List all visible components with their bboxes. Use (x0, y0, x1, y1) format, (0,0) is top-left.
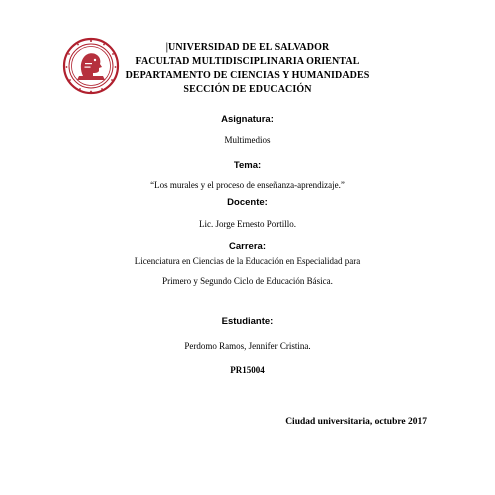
section-name: SECCIÓN DE EDUCACIÓN (183, 84, 312, 95)
student-id: PR15004 (230, 365, 265, 375)
student-name: Perdomo Ramos, Jennifer Cristina. (184, 341, 311, 351)
university-name: |UNIVERSIDAD DE EL SALVADOR (165, 42, 330, 53)
subject-label: Asignatura: (221, 114, 274, 125)
department-name: DEPARTAMENTO DE CIENCIAS Y HUMANIDADES (125, 70, 370, 81)
student-label: Estudiante: (221, 316, 274, 327)
career-line-2: Primero y Segundo Ciclo de Educación Básica. (162, 276, 333, 286)
place-date: Ciudad universitaria, octubre 2017 (285, 417, 427, 427)
topic-label: Tema: (233, 160, 262, 171)
teacher-value: Lic. Jorge Ernesto Portillo. (198, 219, 297, 229)
career-label: Carrera: (229, 241, 266, 252)
subject-value: Multimedios (224, 135, 271, 145)
faculty-name: FACULTAD MULTIDISCIPLINARIA ORIENTAL (135, 56, 360, 67)
topic-value: “Los murales y el proceso de enseñanza-aprendizaje.” (150, 180, 345, 190)
teacher-label: Docente: (227, 197, 268, 208)
career-line-1: Licenciatura en Ciencias de la Educación en Especialidad para (134, 256, 361, 266)
